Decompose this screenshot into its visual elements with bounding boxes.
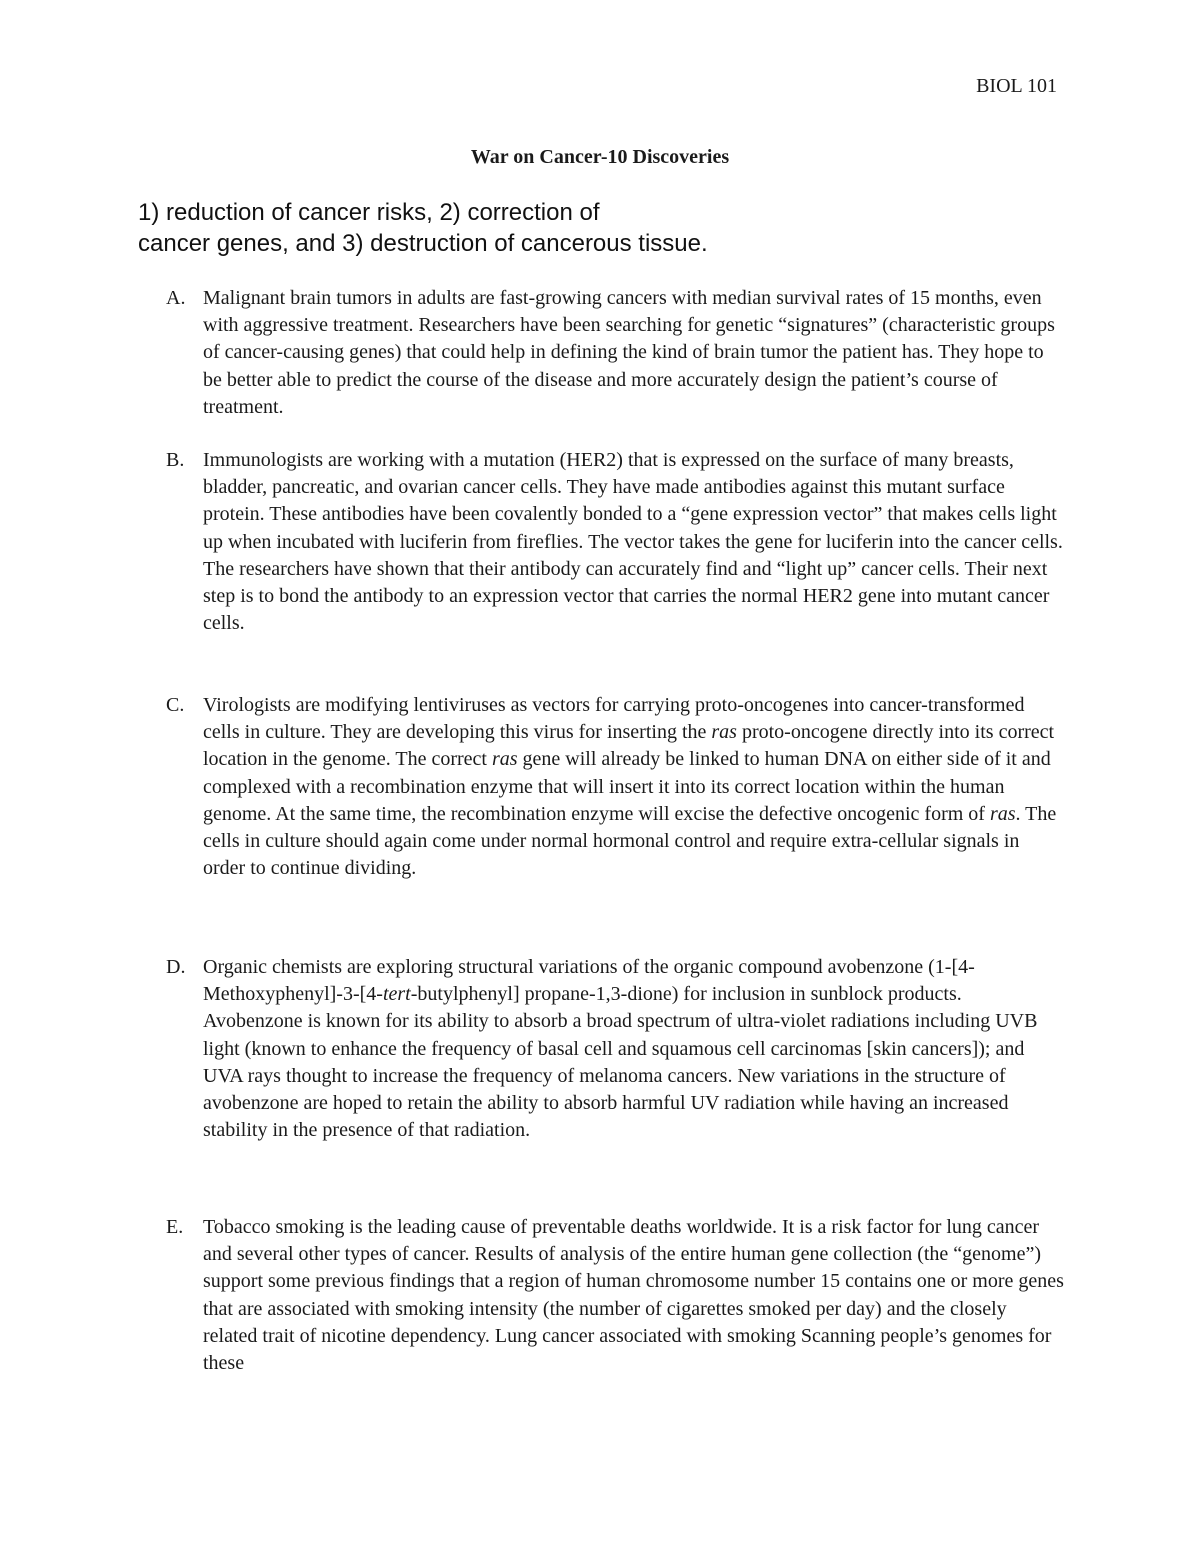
- ras-gene-term: ras: [491, 748, 518, 771]
- list-item-d-text: [203, 954, 1065, 1144]
- item-d-text-part-2: -butylphenyl] propane-1,3-dione) for inclusion in sunblock products. Avobenzone is known for its ability to absorb a broad spectrum of ultra-violet radiations including UVB light (known to enhance the frequency of basal cell and squamous cell carcinomas [skin cancers]); and UVA rays thought to increase the frequency of melanoma cancers. New variations in the structure of avobenzone are hoped to retain the ability to absorb harmful UV radiation while having an increased stability in the presence of that radiation.: [203, 983, 1038, 1142]
- item-c-text-part-1: Virologists are modifying lentiviruses as vectors for carrying proto-oncogenes into cancer-transformed cells in culture. They are developing this virus for inserting the: [203, 694, 1025, 744]
- item-c-text-part-3: gene will already be linked to human DNA on either side of it and complexed with a recombination enzyme that will insert it into its correct location within the human genome. At the same time, the recombination enzyme will excise the defective oncogenic form of: [203, 748, 1051, 825]
- list-item-a-text: Malignant brain tumors in adults are fast-growing cancers with median survival rates of 15 months, even with aggressive treatment. Researchers have been searching for genetic “signatures” (characteristic groups of cancer-causing genes) that could help in defining the kind of brain tumor the patient has. They hope to be better able to predict the course of the disease and more accurately design the patient’s course of treatment.: [203, 287, 1055, 418]
- list-item-c-text: [203, 692, 1065, 882]
- list-marker-c: C.: [166, 694, 185, 716]
- intro-summary: [138, 197, 898, 259]
- list-item-e-text: Tobacco smoking is the leading cause of preventable deaths worldwide. It is a risk factor for lung cancer and several other types of cancer. Results of analysis of the entire human gene collection (the “genome”) support some previous findings that a region of human chromosome number 15 contains one or more genes that are associated with smoking intensity (the number of cigarettes smoked per day) and the closely related trait of nicotine dependency. Lung cancer associated with smoking Scanning people’s genomes for these: [203, 1216, 1064, 1375]
- list-marker-b: B.: [166, 449, 185, 471]
- list-item-b-text: Immunologists are working with a mutation (HER2) that is expressed on the surface of many breasts, bladder, pancreatic, and ovarian cancer cells. They have made antibodies against this mutant surface protein. These antibodies have been covalently bonded to a “gene expression vector” that makes cells light up when incubated with luciferin from fireflies. The vector takes the gene for luciferin into the cancer cells. The researchers have shown that their antibody can accurately find and “light up” cancer cells. Their next step is to bond the antibody to an expression vector that carries the normal HER2 gene into mutant cancer cells.: [203, 449, 1063, 635]
- list-item-e: [166, 1214, 1066, 1377]
- tert-prefix: tert: [382, 983, 411, 1006]
- list-item-c: [166, 692, 1066, 882]
- item-c-text-part-2: proto-oncogene directly into its correct location in the genome. The correct: [203, 721, 1055, 771]
- item-d-text-part-1: Organic chemists are exploring structural variations of the organic compound avobenzone (1-[4-Methoxyphenyl]-3-[4-: [203, 956, 975, 1006]
- list-marker-d: D.: [166, 956, 186, 978]
- ras-gene-term: ras: [989, 802, 1016, 825]
- course-code: BIOL 101: [976, 75, 1057, 97]
- list-marker-a: A.: [166, 287, 186, 309]
- intro-line-1: 1) reduction of cancer risks, 2) correction of: [138, 199, 600, 226]
- item-c-text-part-4: . The cells in culture should again come under normal hormonal control and require extra-cellular signals in order to continue dividing.: [203, 802, 1057, 880]
- intro-line-2: cancer genes, and 3) destruction of cancerous tissue.: [138, 230, 708, 257]
- list-item-a: [166, 285, 1066, 421]
- list-marker-e: E.: [166, 1216, 184, 1238]
- list-item-b: [166, 447, 1066, 637]
- list-item-d: [166, 954, 1066, 1144]
- document-title: War on Cancer-10 Discoveries: [470, 146, 730, 168]
- ras-gene-term: ras: [711, 721, 737, 744]
